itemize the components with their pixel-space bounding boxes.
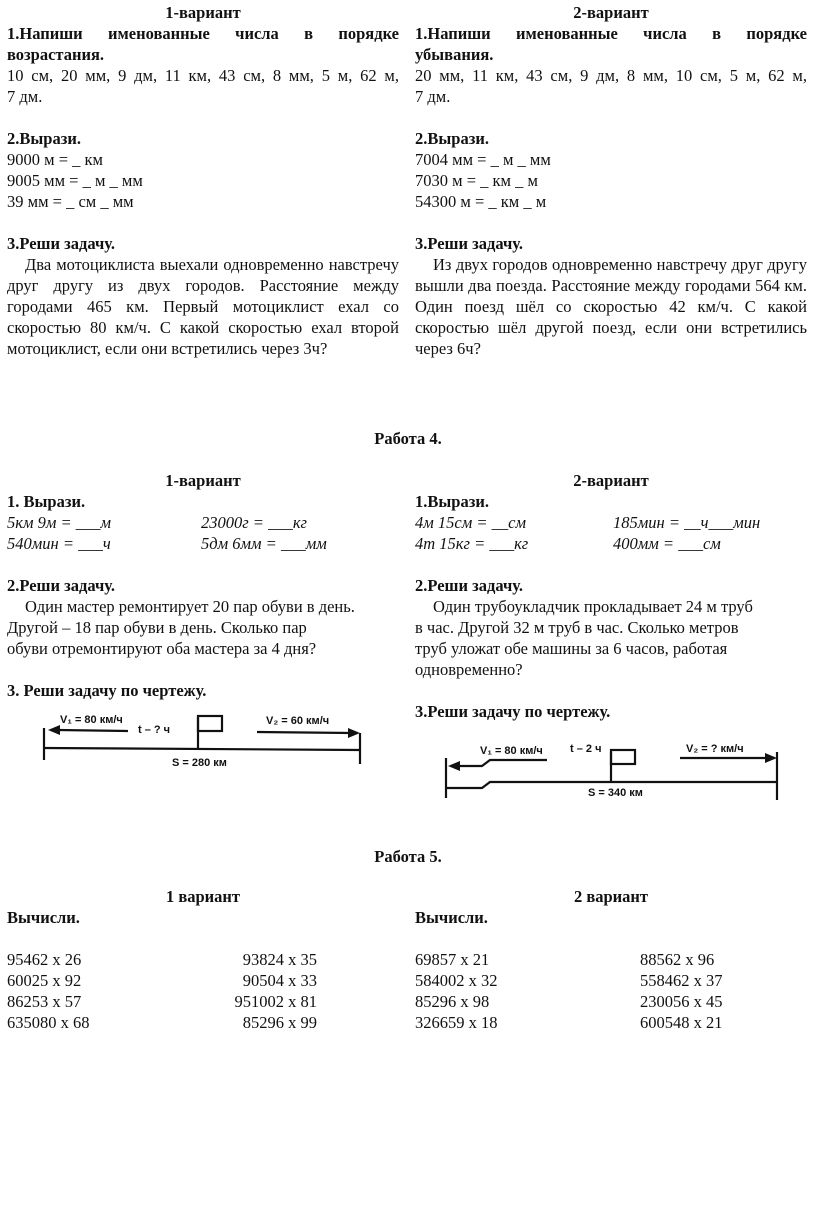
motion-diagram-variant2 <box>440 742 785 804</box>
task2-heading: 2.Вырази. <box>7 129 81 148</box>
task1-row <box>415 533 807 554</box>
task1-row <box>415 512 807 533</box>
task2-line: 54300 м = _ км _ м <box>415 192 547 211</box>
task3-heading: 3. Реши задачу по чертежу. <box>7 681 207 700</box>
task2-line: 9005 мм = _ м _ мм <box>7 171 143 190</box>
variant-title: 2-вариант <box>573 471 649 490</box>
work5-title: Работа 5. <box>374 847 442 866</box>
task2-line: Другой – 18 пар обуви в день. Сколько пар <box>7 618 307 637</box>
task3-heading: 3.Реши задачу по чертежу. <box>415 702 611 721</box>
speed2-label: V₂ = ? км/ч <box>686 743 744 755</box>
work4-title: Работа 4. <box>374 429 442 448</box>
expression: 5км 9м = ___м <box>7 513 112 532</box>
task1-row <box>7 533 399 554</box>
task2-heading: 2.Вырази. <box>415 129 489 148</box>
time-label: t – 2 ч <box>570 743 602 755</box>
task2-line: 7030 м = _ км _ м <box>415 171 538 190</box>
work3-variant2 <box>415 2 807 359</box>
flag-icon <box>198 716 222 731</box>
variant-title: 1-вариант <box>165 471 241 490</box>
task1-values: 20 мм, 11 км, 43 см, 9 дм, 8 мм, 10 см, 5 м, 62 м, <box>415 66 807 85</box>
task1-values: 10 см, 20 мм, 9 дм, 11 км, 43 см, 8 мм, 5 м, 62 м, <box>7 66 399 85</box>
task2-line: Один мастер ремонтирует 20 пар обуви в день. <box>25 597 355 616</box>
task-heading: Вычисли. <box>415 908 488 927</box>
task1-heading: 1.Вырази. <box>415 492 489 511</box>
expression: 400мм = ___см <box>613 534 721 553</box>
left-arrow-shaft <box>456 760 547 766</box>
task2-line: в час. Другой 32 м труб в час. Сколько метров <box>415 618 739 637</box>
task1-row <box>7 512 399 533</box>
exercise-row <box>415 949 807 970</box>
exercise: 60025 x 92 <box>7 971 82 990</box>
speed1-label: V₁ = 80 км/ч <box>60 714 123 726</box>
variant-title: 2-вариант <box>573 3 649 22</box>
work5-variant1 <box>7 886 399 1033</box>
speed2-label: V₂ = 60 км/ч <box>266 715 330 727</box>
task1-heading-cont: возрастания. <box>7 45 105 64</box>
variant-title: 1-вариант <box>165 3 241 22</box>
exercise: 85296 x 98 <box>415 992 490 1011</box>
expression: 5дм 6мм = ___мм <box>201 534 327 553</box>
work4-variant2 <box>415 470 807 722</box>
distance-label: S = 340 км <box>588 787 643 799</box>
task3-text: Из двух городов одновременно навстречу друг другу вышли два поезда. Расстояние между городами 564 км. Один поезд шёл со скоростью 42 км/ч. С какой скоростью шёл другой поезд, если они встретились через 6ч? <box>415 255 807 358</box>
exercise: 90504 x 33 <box>242 971 317 990</box>
expression: 540мин = ___ч <box>7 534 111 553</box>
exercise-row <box>415 1012 807 1033</box>
exercise: 86253 x 57 <box>7 992 82 1011</box>
task-heading: Вычисли. <box>7 908 80 927</box>
task1-heading-cont: убывания. <box>415 45 494 64</box>
work4-variant1 <box>7 470 399 701</box>
arrow-right-icon <box>765 753 777 763</box>
left-arrow-shaft <box>58 730 128 731</box>
arrow-right-icon <box>348 728 360 738</box>
exercise: 93824 x 35 <box>242 950 317 969</box>
exercise: 951002 x 81 <box>234 992 317 1011</box>
work3-variant1 <box>7 2 399 359</box>
task1-heading: 1.Напиши именованные числа в порядке <box>415 24 807 43</box>
expression: 4т 15кг = ___кг <box>415 534 529 553</box>
right-arrow-shaft <box>257 732 352 733</box>
exercise: 326659 x 18 <box>415 1013 498 1032</box>
task3-text: Два мотоциклиста выехали одновременно навстречу друг другу из двух городов. Расстояние между городами 465 км. Первый мотоциклист ехал со скоростью 80 км/ч. С какой скоростью ехал второй мотоциклист, если они встретились через 3ч? <box>7 255 399 358</box>
arrow-left-icon <box>48 725 60 735</box>
exercise-row <box>415 991 807 1012</box>
expression: 23000г = ___кг <box>201 513 307 532</box>
distance-label: S = 280 км <box>172 757 227 769</box>
task2-line: одновременно? <box>415 660 523 679</box>
task1-values-cont: 7 дм. <box>7 87 43 106</box>
task2-heading: 2.Реши задачу. <box>7 576 115 595</box>
exercise: 558462 x 37 <box>640 971 723 990</box>
exercise: 600548 x 21 <box>640 1013 723 1032</box>
exercise-row <box>7 1012 399 1033</box>
exercise: 584002 x 32 <box>415 971 498 990</box>
task3-heading: 3.Реши задачу. <box>415 234 523 253</box>
exercise-row <box>7 970 399 991</box>
variant-title: 1 вариант <box>165 887 241 906</box>
expression: 185мин = __ч___мин <box>613 513 761 532</box>
exercise: 88562 x 96 <box>640 950 715 969</box>
distance-line <box>44 748 360 750</box>
exercise: 635080 x 68 <box>7 1013 90 1032</box>
task2-heading: 2.Реши задачу. <box>415 576 523 595</box>
time-label: t – ? ч <box>138 724 171 736</box>
exercise: 69857 x 21 <box>415 950 490 969</box>
work5-variant2 <box>415 886 807 1033</box>
arrow-left-icon <box>448 761 460 771</box>
task3-heading: 3.Реши задачу. <box>7 234 115 253</box>
exercise: 95462 x 26 <box>7 950 82 969</box>
exercise: 85296 x 99 <box>242 1013 317 1032</box>
task2-line: 39 мм = _ см _ мм <box>7 192 134 211</box>
task2-line: 9000 м = _ км <box>7 150 103 169</box>
flag-icon <box>611 750 635 764</box>
motion-diagram-variant1 <box>30 706 370 774</box>
exercise-row <box>7 991 399 1012</box>
exercise-row <box>415 970 807 991</box>
task1-heading: 1. Вырази. <box>7 492 86 511</box>
task2-line: Один трубоукладчик прокладывает 24 м труб <box>433 597 753 616</box>
variant-title: 2 вариант <box>573 887 649 906</box>
speed1-label: V₁ = 80 км/ч <box>480 745 543 757</box>
task2-line: обуви отремонтируют оба мастера за 4 дня? <box>7 639 317 658</box>
task1-heading: 1.Напиши именованные числа в порядке <box>7 24 399 43</box>
task2-line: 7004 мм = _ м _ мм <box>415 150 551 169</box>
exercise: 230056 x 45 <box>640 992 723 1011</box>
task2-line: труб уложат обе машины за 6 часов, работая <box>415 639 728 658</box>
expression: 4м 15см = __см <box>415 513 526 532</box>
task1-values-cont: 7 дм. <box>415 87 451 106</box>
exercise-row <box>7 949 399 970</box>
